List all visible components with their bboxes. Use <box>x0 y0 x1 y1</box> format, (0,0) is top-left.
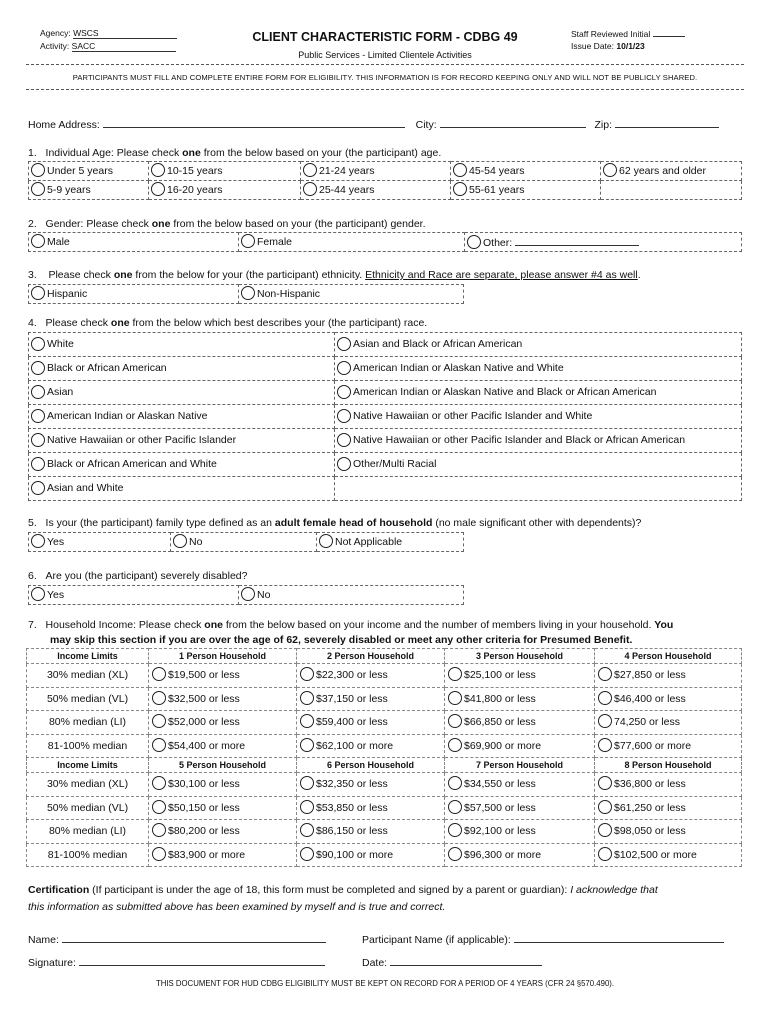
income-option[interactable]: $32,350 or less <box>297 773 445 797</box>
income-option[interactable]: $96,300 or more <box>445 843 595 867</box>
option-male[interactable]: Male <box>29 233 239 252</box>
radio-icon[interactable] <box>448 714 462 728</box>
other-gender-field[interactable] <box>515 235 639 246</box>
income-table <box>26 648 742 867</box>
radio-icon[interactable] <box>300 691 314 705</box>
income-limits-header: Income Limits <box>27 649 149 664</box>
radio-icon[interactable] <box>598 823 612 837</box>
radio-icon[interactable] <box>31 457 45 471</box>
income-limit-label: 80% median (LI) <box>27 711 149 735</box>
radio-icon[interactable] <box>598 667 612 681</box>
q6-options <box>28 585 464 605</box>
radio-icon[interactable] <box>448 776 462 790</box>
q4-text: 4. Please check one from the below which best describes your (the participant) race. <box>28 317 428 329</box>
radio-icon[interactable] <box>173 534 187 548</box>
name-line: Name: <box>28 932 326 946</box>
agency-line: Agency: WSCS <box>40 28 177 39</box>
radio-icon[interactable] <box>152 714 166 728</box>
activity-field[interactable]: SACC <box>72 41 176 52</box>
income-limit-label: 81-100% median <box>27 843 149 867</box>
option-no[interactable]: No <box>171 533 317 552</box>
radio-icon[interactable] <box>31 385 45 399</box>
household-header: 3 Person Household <box>445 649 595 664</box>
income-option[interactable]: $37,150 or less <box>297 687 445 711</box>
footer-note: THIS DOCUMENT FOR HUD CDBG ELIGIBILITY MUST BE KEPT ON RECORD FOR A PERIOD OF 4 YEARS (CFR 24 §570.490). <box>155 979 615 988</box>
income-option[interactable]: $98,050 or less <box>595 820 742 844</box>
radio-icon[interactable] <box>598 691 612 705</box>
radio-icon[interactable] <box>598 847 612 861</box>
activity-line: Activity: SACC <box>40 41 176 52</box>
certification-text: Certification (If participant is under the age of 18, this form must be completed and signed by a parent or guardian): I acknowledge that this information as submitted above has been examined by myself and is true and correct. <box>28 884 658 913</box>
radio-icon[interactable] <box>598 738 612 752</box>
radio-icon[interactable] <box>337 409 351 423</box>
radio-icon[interactable] <box>300 714 314 728</box>
radio-icon[interactable] <box>300 667 314 681</box>
race-aian[interactable]: American Indian or Alaskan Native <box>29 405 335 429</box>
radio-icon[interactable] <box>319 534 333 548</box>
radio-icon[interactable] <box>152 667 166 681</box>
household-header: 7 Person Household <box>445 758 595 773</box>
option-yes[interactable]: Yes <box>29 533 171 552</box>
income-option[interactable]: $25,100 or less <box>445 664 595 688</box>
income-option[interactable]: $77,600 or more <box>595 734 742 758</box>
signature-line: Signature: <box>28 955 325 969</box>
radio-icon[interactable] <box>448 847 462 861</box>
form-subtitle: Public Services - Limited Clientele Activities <box>298 50 472 60</box>
radio-icon[interactable] <box>598 800 612 814</box>
staff-reviewed-line: Staff Reviewed Initial <box>571 28 685 39</box>
income-option[interactable]: $50,150 or less <box>149 796 297 820</box>
income-limit-label: 80% median (LI) <box>27 820 149 844</box>
income-limit-label: 30% median (XL) <box>27 773 149 797</box>
income-option[interactable]: $30,100 or less <box>149 773 297 797</box>
option-25-44[interactable]: 25-44 years <box>301 181 451 200</box>
option-5-9[interactable]: 5-9 years <box>29 181 149 200</box>
q4-options <box>28 332 742 501</box>
income-option[interactable]: $53,850 or less <box>297 796 445 820</box>
income-option[interactable]: $80,200 or less <box>149 820 297 844</box>
radio-icon[interactable] <box>152 738 166 752</box>
income-option[interactable]: $61,250 or less <box>595 796 742 820</box>
radio-icon[interactable] <box>31 286 45 300</box>
radio-icon[interactable] <box>152 800 166 814</box>
home-address-field[interactable] <box>103 117 405 128</box>
option-62-plus[interactable]: 62 years and older <box>601 162 742 181</box>
income-option[interactable]: $41,800 or less <box>445 687 595 711</box>
radio-icon[interactable] <box>448 823 462 837</box>
radio-icon[interactable] <box>152 847 166 861</box>
radio-icon[interactable] <box>31 163 45 177</box>
radio-icon[interactable] <box>300 823 314 837</box>
income-option[interactable]: $92,100 or less <box>445 820 595 844</box>
radio-icon[interactable] <box>31 234 45 248</box>
notice-banner: PARTICIPANTS MUST FILL AND COMPLETE ENTIRE FORM FOR ELIGIBILITY. THIS INFORMATION IS FOR RECORD KEEPING ONLY AND WILL NOT BE PUBLICLY SHARED. <box>26 64 744 90</box>
radio-icon[interactable] <box>31 182 45 196</box>
q5-text: 5. Is your (the participant) family type defined as an adult female head of household (no male significant other with dependents)? <box>28 517 642 529</box>
radio-icon[interactable] <box>337 337 351 351</box>
income-option[interactable]: $90,100 or more <box>297 843 445 867</box>
household-header: 4 Person Household <box>595 649 742 664</box>
radio-icon[interactable] <box>467 235 481 249</box>
option-disabled-yes[interactable]: Yes <box>29 586 239 605</box>
q3-options <box>28 284 464 304</box>
race-nhpi[interactable]: Native Hawaiian or other Pacific Islander <box>29 429 335 453</box>
radio-icon[interactable] <box>337 433 351 447</box>
radio-icon[interactable] <box>337 361 351 375</box>
name-field[interactable] <box>62 932 326 943</box>
race-aian-black[interactable]: American Indian or Alaskan Native and Black or African American <box>335 381 742 405</box>
date-field[interactable] <box>390 955 542 966</box>
income-option[interactable]: $59,400 or less <box>297 711 445 735</box>
radio-icon[interactable] <box>300 800 314 814</box>
option-10-15[interactable]: 10-15 years <box>149 162 301 181</box>
income-option[interactable]: $34,550 or less <box>445 773 595 797</box>
income-option[interactable]: $19,500 or less <box>149 664 297 688</box>
race-asian[interactable]: Asian <box>29 381 335 405</box>
household-header: 5 Person Household <box>149 758 297 773</box>
household-header: 2 Person Household <box>297 649 445 664</box>
address-line: Home Address: City: Zip: <box>28 117 719 131</box>
q1-options <box>28 161 742 200</box>
income-option[interactable]: $54,400 or more <box>149 734 297 758</box>
radio-icon[interactable] <box>448 691 462 705</box>
radio-icon[interactable] <box>152 776 166 790</box>
income-option[interactable]: $102,500 or more <box>595 843 742 867</box>
option-under-5[interactable]: Under 5 years <box>29 162 149 181</box>
radio-icon[interactable] <box>31 337 45 351</box>
empty-cell <box>335 477 742 501</box>
household-header: 1 Person Household <box>149 649 297 664</box>
radio-icon[interactable] <box>31 587 45 601</box>
radio-icon[interactable] <box>152 823 166 837</box>
empty-cell <box>601 181 742 200</box>
radio-icon[interactable] <box>241 587 255 601</box>
option-hispanic[interactable]: Hispanic <box>29 285 239 304</box>
q1-text: 1. Individual Age: Please check one from the below based on your (the participant) age. <box>28 147 442 159</box>
income-option[interactable]: $62,100 or more <box>297 734 445 758</box>
q2-text: 2. Gender: Please check one from the below based on your (the participant) gender. <box>28 218 426 230</box>
race-asian-black[interactable]: Asian and Black or African American <box>335 333 742 357</box>
income-option[interactable]: 74,250 or less <box>595 711 742 735</box>
radio-icon[interactable] <box>31 433 45 447</box>
radio-icon[interactable] <box>303 163 317 177</box>
radio-icon[interactable] <box>241 286 255 300</box>
agency-field[interactable]: WSCS <box>73 28 177 39</box>
race-nhpi-black[interactable]: Native Hawaiian or other Pacific Islander and Black or African American <box>335 429 742 453</box>
radio-icon[interactable] <box>300 738 314 752</box>
household-header: 6 Person Household <box>297 758 445 773</box>
radio-icon[interactable] <box>337 385 351 399</box>
race-black-white[interactable]: Black or African American and White <box>29 453 335 477</box>
radio-icon[interactable] <box>453 182 467 196</box>
radio-icon[interactable] <box>300 776 314 790</box>
radio-icon[interactable] <box>31 409 45 423</box>
option-other[interactable]: Other: <box>465 233 742 252</box>
income-option[interactable]: $46,400 or less <box>595 687 742 711</box>
option-not-applicable[interactable]: Not Applicable <box>317 533 464 552</box>
city-field[interactable] <box>440 117 586 128</box>
income-option[interactable]: $69,900 or more <box>445 734 595 758</box>
income-option[interactable]: $22,300 or less <box>297 664 445 688</box>
radio-icon[interactable] <box>152 691 166 705</box>
q5-options <box>28 532 464 552</box>
income-limits-header: Income Limits <box>27 758 149 773</box>
option-disabled-no[interactable]: No <box>239 586 464 605</box>
race-nhpi-white[interactable]: Native Hawaiian or other Pacific Islander and White <box>335 405 742 429</box>
date-line: Date: <box>362 955 542 969</box>
radio-icon[interactable] <box>241 234 255 248</box>
radio-icon[interactable] <box>151 182 165 196</box>
radio-icon[interactable] <box>31 534 45 548</box>
income-limit-label: 50% median (VL) <box>27 796 149 820</box>
income-option[interactable]: $27,850 or less <box>595 664 742 688</box>
q7-text: 7. Household Income: Please check one from the below based on your income and the number of members living in your household. You may skip this section if you are over the age of 62, severely disabled or meet any other criteria for Presumed Benefit. <box>28 619 674 646</box>
income-limit-label: 30% median (XL) <box>27 664 149 688</box>
participant-name-field[interactable] <box>514 932 724 943</box>
q6-text: 6. Are you (the participant) severely disabled? <box>28 570 248 582</box>
income-option[interactable]: $52,000 or less <box>149 711 297 735</box>
radio-icon[interactable] <box>603 163 617 177</box>
radio-icon[interactable] <box>300 847 314 861</box>
race-white[interactable]: White <box>29 333 335 357</box>
race-other-multi[interactable]: Other/Multi Racial <box>335 453 742 477</box>
income-option[interactable]: $36,800 or less <box>595 773 742 797</box>
option-55-61[interactable]: 55-61 years <box>451 181 601 200</box>
race-black[interactable]: Black or African American <box>29 357 335 381</box>
option-16-20[interactable]: 16-20 years <box>149 181 301 200</box>
issue-date-line: Issue Date: 10/1/23 <box>571 41 645 51</box>
radio-icon[interactable] <box>303 182 317 196</box>
participant-name-line: Participant Name (if applicable): <box>362 932 724 946</box>
household-header: 8 Person Household <box>595 758 742 773</box>
income-option[interactable]: $32,500 or less <box>149 687 297 711</box>
race-aian-white[interactable]: American Indian or Alaskan Native and White <box>335 357 742 381</box>
signature-field[interactable] <box>79 955 325 966</box>
q2-options <box>28 232 742 252</box>
q3-text: 3. Please check one from the below for your (the participant) ethnicity. Ethnicity and Race are separate, please answer #4 as well. <box>28 269 641 281</box>
income-option[interactable]: $57,500 or less <box>445 796 595 820</box>
income-option[interactable]: $83,900 or more <box>149 843 297 867</box>
radio-icon[interactable] <box>151 163 165 177</box>
radio-icon[interactable] <box>31 361 45 375</box>
option-female[interactable]: Female <box>239 233 465 252</box>
income-option[interactable]: $86,150 or less <box>297 820 445 844</box>
radio-icon[interactable] <box>337 457 351 471</box>
zip-field[interactable] <box>615 117 719 128</box>
option-45-54[interactable]: 45-54 years <box>451 162 601 181</box>
radio-icon[interactable] <box>448 738 462 752</box>
race-asian-white[interactable]: Asian and White <box>29 477 335 501</box>
income-option[interactable]: $66,850 or less <box>445 711 595 735</box>
income-limit-label: 50% median (VL) <box>27 687 149 711</box>
radio-icon[interactable] <box>448 667 462 681</box>
income-limit-label: 81-100% median <box>27 734 149 758</box>
option-21-24[interactable]: 21-24 years <box>301 162 451 181</box>
form-title: CLIENT CHARACTERISTIC FORM - CDBG 49 <box>252 30 518 44</box>
radio-icon[interactable] <box>31 481 45 495</box>
radio-icon[interactable] <box>598 776 612 790</box>
radio-icon[interactable] <box>453 163 467 177</box>
radio-icon[interactable] <box>598 714 612 728</box>
staff-initial-field[interactable] <box>653 28 685 37</box>
option-non-hispanic[interactable]: Non-Hispanic <box>239 285 464 304</box>
radio-icon[interactable] <box>448 800 462 814</box>
